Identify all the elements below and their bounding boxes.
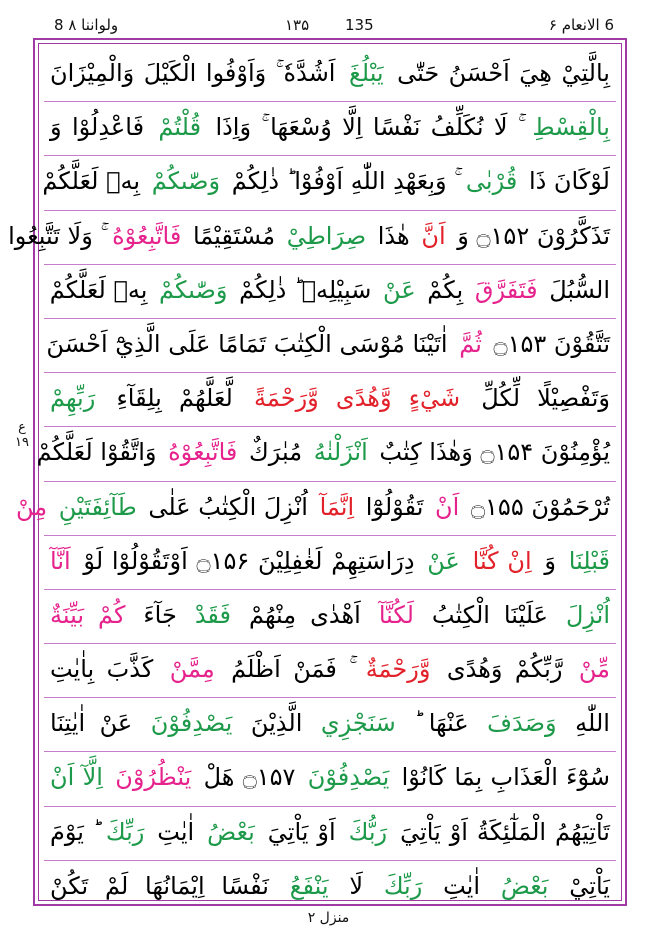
- text-segment: اٰيٰتِ: [443, 871, 481, 900]
- text-segment: بَعْضُ: [207, 817, 255, 846]
- text-segment: قَبْلِنَا: [568, 546, 610, 575]
- text-segment: السُّبُلَ: [549, 275, 610, 304]
- text-segment: لَكُنَّآ: [378, 600, 414, 629]
- text-segment: ۚ وَبِعَهْدِ اللّٰهِ اَوْفُوْا ؕ ذٰلِكُمْ: [231, 167, 455, 196]
- text-segment: يَبْلُغَ: [348, 59, 384, 87]
- text-segment: لَوْكَانَ ذَا: [528, 167, 610, 196]
- text-segment: بِالْقِسْطِ: [532, 113, 610, 142]
- text-segment: وَاتَّقُوْا لَعَلَّكُمْ: [36, 438, 157, 467]
- header-page-number: 135: [345, 16, 374, 34]
- text-segment: يَصْدِفُوْنَ: [150, 709, 233, 738]
- text-segment: فَاتَّبِعُوْهُ: [168, 438, 238, 467]
- text-segment: مِّنْ: [578, 655, 610, 684]
- text-line: [44, 752, 616, 806]
- text-segment: جَآءَ: [143, 600, 177, 629]
- text-segment: ۚ وَلَا تَتَّبِعُوا: [8, 221, 101, 250]
- ruku-margin-mark: ع ۱۹: [15, 420, 29, 450]
- text-segment: وَّرَحْمَةٌ: [365, 655, 431, 684]
- text-segment: طَآئِفَتَيْنِ: [58, 492, 137, 521]
- text-segment: اِنْ كُنَّا: [472, 546, 532, 575]
- text-segment: مُسْتَقِيْمًا: [192, 221, 276, 250]
- text-segment: اٰتَيْنَا مُوْسَى الْكِتٰبَ تَمَامًا عَلَى الَّذِيْٓ اَحْسَنَ: [46, 329, 448, 358]
- text-line: [44, 644, 616, 698]
- header-surah-label: 6 الانعام ۶: [548, 16, 614, 34]
- text-segment: يُؤْمِنُوْنَ ۝۱۵۴ وَهٰذَا كِتٰبٌ: [379, 438, 610, 467]
- text-segment: سُوْٓءَ الْعَذَابِ بِمَا كَانُوْا: [401, 763, 610, 792]
- text-segment: لَا: [349, 871, 364, 900]
- text-segment: مُبٰرَكٌ: [249, 438, 303, 467]
- text-segment: دِرَاسَتِهِمْ لَغٰفِلِيْنَ ۝۱۵۶ اَوْتَقُوْلُوْا لَوْ: [83, 546, 415, 575]
- text-segment: سَنَجْزِي: [320, 709, 396, 738]
- text-segment: كَذَّبَ بِاٰيٰتِ: [50, 655, 154, 684]
- text-segment: اُنْزِلَ الْكِتٰبُ عَلٰى: [148, 492, 308, 521]
- text-line: [44, 698, 616, 752]
- text-segment: اَشُدَّهٗ ۚ وَاَوْفُوا الْكَيْلَ وَالْمِيْزَانَ: [50, 59, 336, 87]
- text-line: [44, 861, 616, 915]
- text-segment: بِهٖ لَعَلَّكُمْ: [49, 275, 148, 304]
- text-segment: اللّٰهِ: [575, 709, 610, 738]
- text-line: [44, 319, 616, 373]
- text-segment: وَ: [544, 546, 556, 575]
- text-segment: هٰذَا: [377, 221, 410, 250]
- header-page-number-eastern: ۱۳۵: [285, 16, 310, 34]
- text-segment: شَيْءٍ وَّهُدًى وَّرَحْمَةً: [254, 384, 461, 413]
- text-segment: قُرْبٰى: [465, 167, 518, 196]
- text-segment: اُنْزِلَ: [565, 600, 611, 629]
- text-segment: يَصْدِفُوْنَ: [307, 763, 390, 792]
- text-segment: فَتَفَرَّقَ: [474, 275, 538, 304]
- text-segment: رَبِّهِمْ: [50, 384, 96, 413]
- text-segment: تَقُوْلُوْٓا: [365, 492, 424, 521]
- text-line: [36, 427, 616, 481]
- text-segment: عَنْ اٰيٰتِنَا: [50, 709, 133, 738]
- text-segment: كُمْ بَيِّنَةٌ: [50, 600, 126, 629]
- text-segment: فَقَدْ: [194, 600, 232, 629]
- text-segment: اِلَّآ اَنْ: [50, 763, 103, 792]
- text-segment: تَتَّقُوْنَ ۝۱۵۳: [493, 329, 610, 358]
- text-segment: ۚ فَمَنْ اَظْلَمُ: [231, 655, 350, 684]
- text-line: [44, 373, 616, 427]
- text-segment: عَنْهَا ؕ: [414, 709, 469, 738]
- text-segment: صِرَاطِيْ: [286, 221, 367, 250]
- text-segment: اَهْدٰى مِنْهُمْ: [249, 600, 361, 629]
- text-segment: وَصّٰىكُمْ: [159, 275, 228, 304]
- text-segment: عَلَيْنَا الْكِتٰبُ: [431, 600, 548, 629]
- text-line: [44, 590, 616, 644]
- text-segment: وَصّٰىكُمْ: [151, 167, 221, 196]
- text-segment: مِنْ: [15, 492, 48, 521]
- text-segment: رَبِّكَ: [105, 817, 145, 846]
- text-segment: يَنْظُرُوْنَ: [115, 763, 192, 792]
- text-segment: ؕ يَوْمَ: [50, 817, 93, 846]
- text-line: [44, 807, 616, 861]
- text-segment: عَنْ: [427, 546, 460, 575]
- text-segment: وَصَدَفَ: [487, 709, 557, 738]
- text-segment: اَنَّآ: [50, 546, 71, 575]
- header-juz-label: 8 ولواننا ۸: [54, 16, 119, 34]
- page-footer-manzil: منزل ۲: [307, 910, 350, 926]
- text-segment: اَنْزَلْنٰهُ: [313, 438, 368, 467]
- text-segment: لَّعَلَّهُمْ بِلِقَآءِ: [116, 384, 233, 413]
- text-segment: الَّذِيْنَ: [250, 709, 303, 738]
- text-line: [8, 211, 616, 265]
- text-segment: فَاعْدِلُوْا وَ: [50, 113, 145, 142]
- text-segment: بِالَّتِيْ هِيَ اَحْسَنُ حَتّٰى: [397, 59, 610, 87]
- text-segment: فَاتَّبِعُوْهُ: [112, 221, 182, 250]
- text-segment: ثُمَّ: [459, 329, 482, 358]
- text-line: [44, 102, 616, 156]
- text-segment: تَاْتِيَهُمُ الْمَلٰٓئِكَةُ اَوْ يَاْتِيَ: [400, 817, 610, 846]
- text-segment: ۚ لَا نُكَلِّفُ نَفْسًا اِلَّا وُسْعَهَا ۚ وَاِذَا: [215, 113, 518, 142]
- text-segment: اَنْ: [435, 492, 460, 521]
- text-line: [44, 156, 616, 210]
- text-line: [44, 48, 616, 102]
- text-line: [44, 536, 616, 590]
- text-segment: رَّبِّكُمْ وَهُدًى: [446, 655, 563, 684]
- text-segment: قُلْتُمْ: [158, 113, 202, 142]
- text-segment: اٰيٰتِ: [157, 817, 195, 846]
- text-segment: بَعْضُ: [500, 871, 549, 900]
- text-segment: تُرْحَمُوْنَ ۝۱۵۵: [470, 492, 610, 521]
- text-segment: عَنْ: [383, 275, 416, 304]
- text-segment: اَوْ يَاْتِيَ: [267, 817, 336, 846]
- text-segment: بِهٖ لَعَلَّكُمْ: [42, 167, 141, 196]
- text-segment: وَتَفْصِيْلًا لِّكُلِّ: [481, 384, 610, 413]
- text-line: [15, 482, 616, 536]
- text-segment: اَنَّ: [421, 221, 446, 250]
- text-segment: بِكُمْ: [427, 275, 464, 304]
- text-segment: رَبُّكَ: [348, 817, 388, 846]
- text-segment: مِمَّنْ: [169, 655, 215, 684]
- text-segment: نَفْسًا اِيْمَانُهَا لَمْ تَكُنْ: [50, 871, 269, 900]
- text-segment: يَاْتِيْ: [569, 871, 610, 900]
- text-segment: سَبِيْلِهٖ ؕ ذٰلِكُمْ: [239, 275, 372, 304]
- text-line: [44, 265, 616, 319]
- text-segment: تَذَكَّرُوْنَ ۝۱۵۲ وَ: [457, 221, 610, 250]
- text-segment: ۝۱۵۷ هَلْ: [203, 763, 296, 792]
- text-segment: يَنْفَعُ: [289, 871, 329, 900]
- text-segment: اِنَّمَآ: [319, 492, 355, 521]
- text-segment: رَبِّكَ: [383, 871, 423, 900]
- page-header: [40, 14, 620, 36]
